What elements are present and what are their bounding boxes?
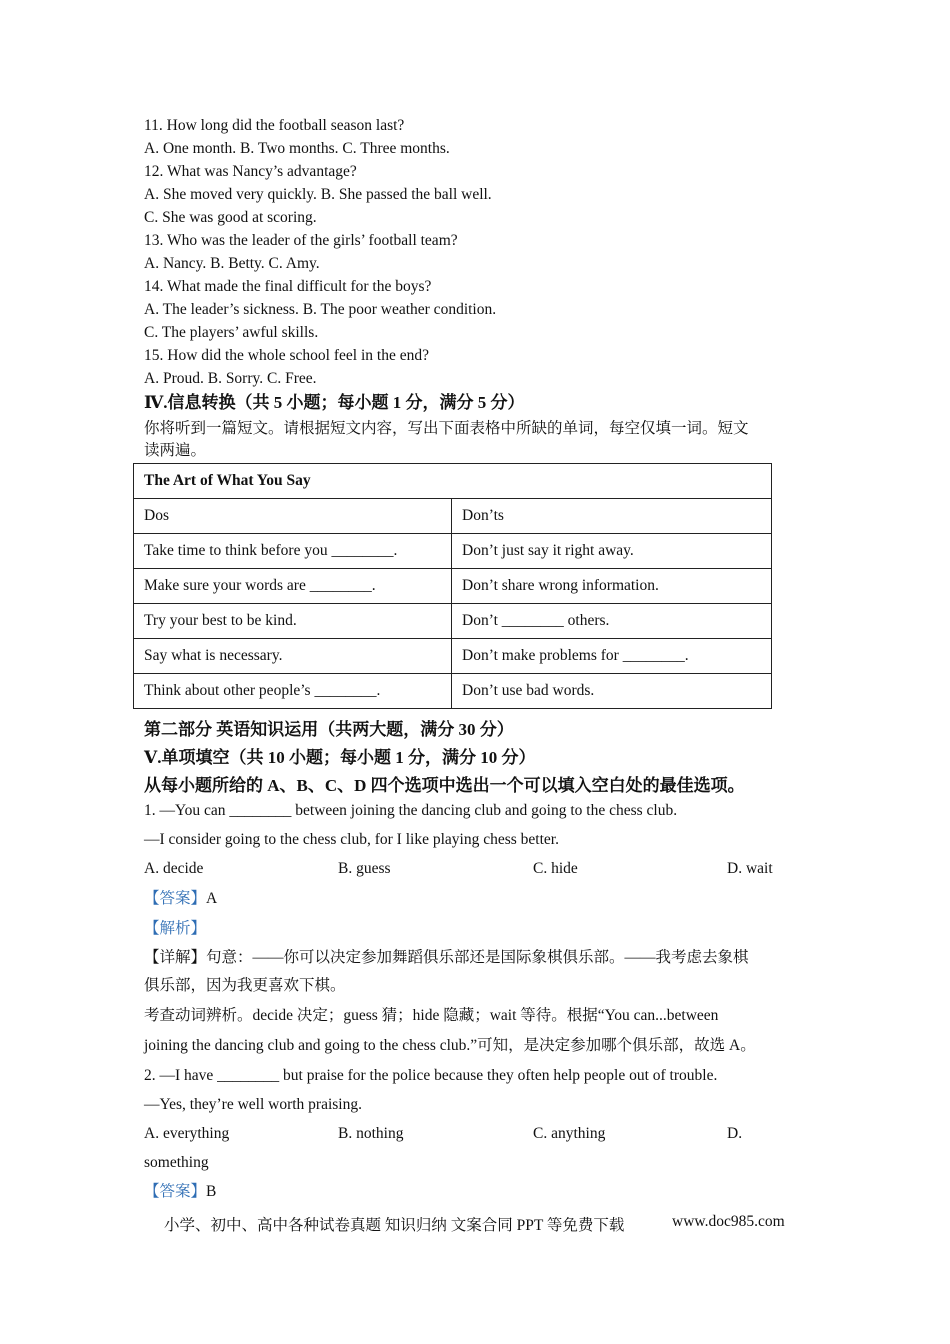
q1-detail-4: joining the dancing club and going to the chess club.”可知，是决定参加哪个俱乐部，故选 A。 <box>144 1037 756 1054</box>
footer-text: 小学、初中、高中各种试卷真题 知识归纳 文案合同 PPT 等免费下载 <box>164 1217 625 1234</box>
table-cell-donts: Don’t ________ others. <box>452 604 772 639</box>
q15-text: 15. How did the whole school feel in the end? <box>144 347 429 364</box>
answer-value: A <box>206 890 218 907</box>
q1-detail-2: 俱乐部，因为我更喜欢下棋。 <box>144 977 346 994</box>
q14-option-c: C. The players’ awful skills. <box>144 324 319 341</box>
section5-instruction: 从每小题所给的 A、B、C、D 四个选项中选出一个可以填入空白处的最佳选项。 <box>144 776 745 795</box>
info-table <box>133 463 772 709</box>
table-cell-donts: Don’t just say it right away. <box>452 534 772 569</box>
table-cell-donts: Don’t use bad words. <box>452 674 772 709</box>
q12-text: 12. What was Nancy’s advantage? <box>144 163 357 180</box>
q12-option-c: C. She was good at scoring. <box>144 209 317 226</box>
q11-text: 11. How long did the football season last? <box>144 117 405 134</box>
table-row <box>134 569 772 604</box>
q1-option-d: D. wait <box>727 860 773 877</box>
q1-line-2: —I consider going to the chess club, for I like playing chess better. <box>144 831 559 848</box>
answer-label: 【答案】 <box>144 890 207 907</box>
table-cell-dos: Try your best to be kind. <box>134 604 452 639</box>
q14-options-ab: A. The leader’s sickness. B. The poor weather condition. <box>144 301 497 318</box>
q12-options-ab: A. She moved very quickly. B. She passed the ball well. <box>144 186 492 203</box>
section5-heading: Ⅴ.单项填空（共 10 小题；每小题 1 分，满分 10 分） <box>144 748 536 767</box>
table-cell-dos: Think about other people’s ________. <box>134 674 452 709</box>
q11-options: A. One month. B. Two months. C. Three months. <box>144 140 450 157</box>
table-header-donts: Don’ts <box>452 499 772 534</box>
table-cell-dos: Make sure your words are ________. <box>134 569 452 604</box>
q15-options: A. Proud. B. Sorry. C. Free. <box>144 370 317 387</box>
q2-option-a: A. everything <box>144 1125 230 1142</box>
table-title-row <box>134 464 772 499</box>
table-title: The Art of What You Say <box>134 464 772 499</box>
q2-option-d: D. <box>727 1125 743 1142</box>
q1-option-b: B. guess <box>338 860 391 877</box>
q2-line-2: —Yes, they’re well worth praising. <box>144 1096 362 1113</box>
q2-option-c: C. anything <box>533 1125 606 1142</box>
q1-option-a: A. decide <box>144 860 204 877</box>
q1-answer <box>144 889 217 909</box>
answer-label: 【答案】 <box>144 1183 207 1200</box>
q1-option-c: C. hide <box>533 860 578 877</box>
table-header-dos: Dos <box>134 499 452 534</box>
section4-instruction-2: 读两遍。 <box>144 442 207 459</box>
detail-label: 【详解】 <box>144 949 207 966</box>
q1-detail-1 <box>144 948 749 968</box>
q1-analysis-label: 【解析】 <box>144 920 207 937</box>
section4-instruction-1: 你将听到一篇短文。请根据短文内容，写出下面表格中所缺的单词，每空仅填一词。短文 <box>144 420 749 437</box>
table-cell-dos: Say what is necessary. <box>134 639 452 674</box>
detail-text: 句意：——你可以决定参加舞蹈俱乐部还是国际象棋俱乐部。——我考虑去象棋 <box>206 949 749 966</box>
table-row <box>134 604 772 639</box>
table-row <box>134 534 772 569</box>
q13-options: A. Nancy. B. Betty. C. Amy. <box>144 255 320 272</box>
table-row <box>134 639 772 674</box>
table-cell-donts: Don’t make problems for ________. <box>452 639 772 674</box>
q1-line-1: 1. —You can ________ between joining the dancing club and going to the chess club. <box>144 802 678 819</box>
section4-heading: Ⅳ.信息转换（共 5 小题；每小题 1 分，满分 5 分） <box>144 393 525 412</box>
footer-link[interactable]: www.doc985.com <box>672 1213 785 1230</box>
part2-heading: 第二部分 英语知识运用（共两大题，满分 30 分） <box>144 720 514 739</box>
table-cell-donts: Don’t share wrong information. <box>452 569 772 604</box>
table-header-row <box>134 499 772 534</box>
q1-detail-3: 考查动词辨析。decide 决定；guess 猜；hide 隐藏；wait 等待。根据“You can...between <box>144 1007 719 1024</box>
q2-option-b: B. nothing <box>338 1125 404 1142</box>
q14-text: 14. What made the final difficult for the boys? <box>144 278 432 295</box>
q13-text: 13. Who was the leader of the girls’ football team? <box>144 232 458 249</box>
q2-line-1: 2. —I have ________ but praise for the police because they often help people out of trouble. <box>144 1067 718 1084</box>
table-cell-dos: Take time to think before you ________. <box>134 534 452 569</box>
table-row <box>134 674 772 709</box>
q2-answer <box>144 1182 216 1202</box>
q2-option-d-text: something <box>144 1154 209 1171</box>
answer-value: B <box>206 1183 217 1200</box>
